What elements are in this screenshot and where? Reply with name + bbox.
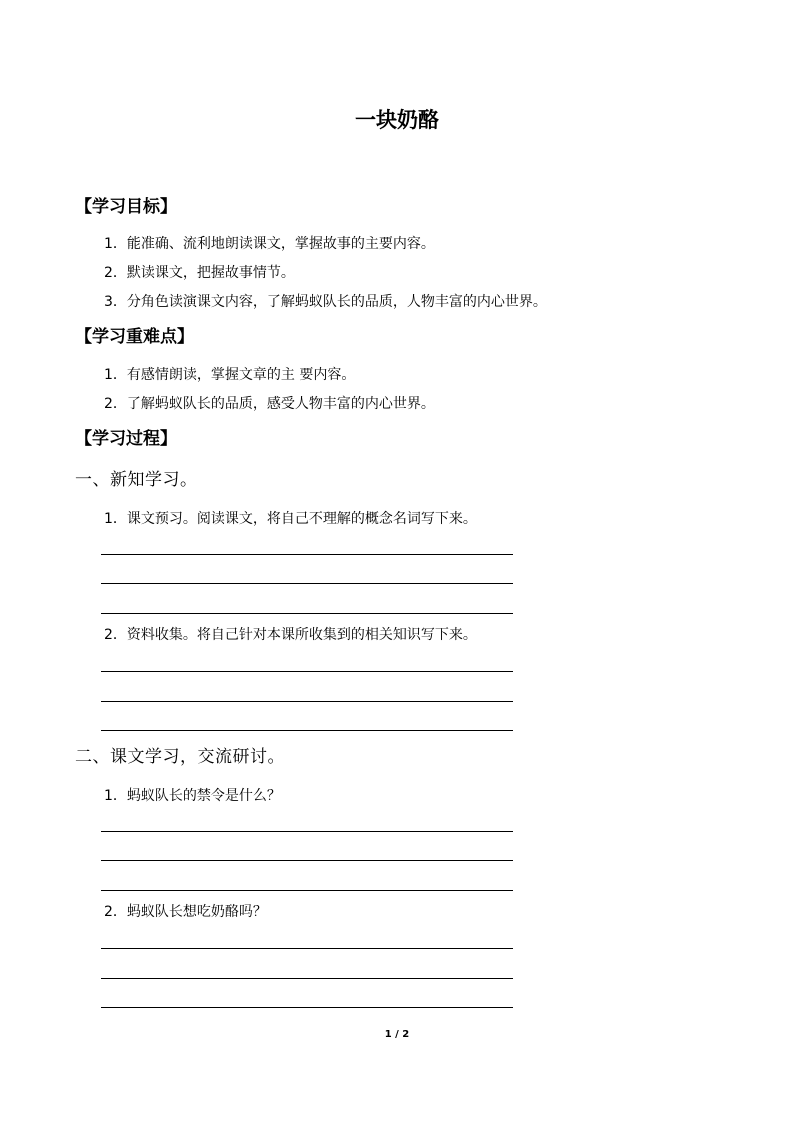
answer-line[interactable] [101,671,513,672]
answer-line[interactable] [101,831,513,832]
part1-question-2: 2．资料收集。将自己针对本课所收集到的相关知识写下来。 [104,627,477,643]
answer-line[interactable] [101,730,513,731]
answer-line[interactable] [101,1007,513,1008]
key-point-item-1: 1．有感情朗读，掌握文章的主 要内容。 [104,367,356,383]
part2-question-1: 1．蚂蚁队长的禁令是什么？ [104,788,281,804]
answer-line[interactable] [101,583,513,584]
part1-title: 一、新知学习。 [75,470,198,490]
page-title: 一块奶酪 [355,107,439,132]
answer-line[interactable] [101,554,513,555]
part2-question-2: 2．蚂蚁队长想吃奶酪吗？ [104,904,267,920]
answer-line[interactable] [101,613,513,614]
objective-item-1: 1．能准确、流利地朗读课文，掌握故事的主要内容。 [104,236,435,252]
answer-line[interactable] [101,978,513,979]
answer-line[interactable] [101,860,513,861]
objective-item-3: 3．分角色读演课文内容，了解蚂蚁队长的品质，人物丰富的内心世界。 [104,294,547,310]
key-point-item-2: 2．了解蚂蚁队长的品质，感受人物丰富的内心世界。 [104,396,435,412]
answer-line[interactable] [101,701,513,702]
answer-line[interactable] [101,948,513,949]
part2-title: 二、课文学习，交流研讨。 [75,747,285,767]
page-number: 1 / 2 [384,1029,410,1040]
objectives-heading: 【学习目标】 [75,197,177,217]
process-heading: 【学习过程】 [75,429,177,449]
part1-question-1: 1．课文预习。阅读课文，将自己不理解的概念名词写下来。 [104,511,477,527]
objective-item-2: 2．默读课文，把握故事情节。 [104,265,295,281]
answer-line[interactable] [101,890,513,891]
key-points-heading: 【学习重难点】 [75,327,194,347]
